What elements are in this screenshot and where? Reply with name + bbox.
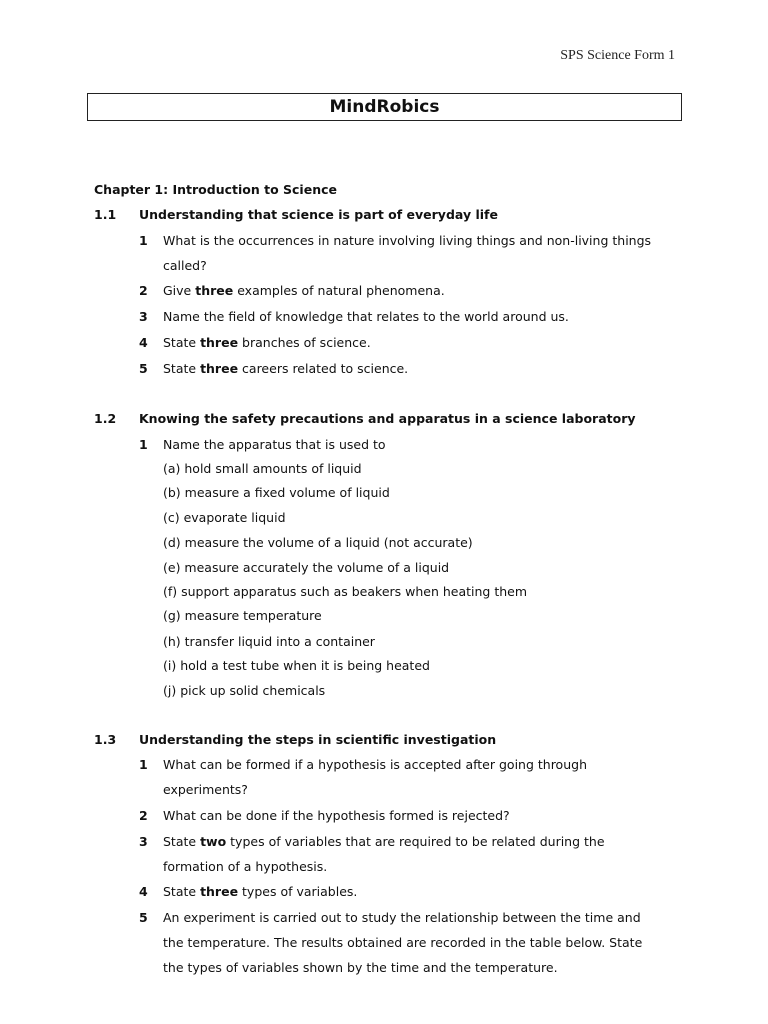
text-part: State [163,361,201,376]
question-text: What is the occurrences in nature involving living things and non-living things [163,233,652,248]
form-label: SPS Science Form 1 [560,48,675,63]
question-text: Name the apparatus that is used to [163,437,386,452]
section-number: 1.1 [94,207,117,222]
chapter-heading: Chapter 1: Introduction to Science [94,182,337,197]
sub-item: (f) support apparatus such as beakers when heating them [163,584,528,599]
question-text [163,335,371,351]
text-part: types of variables. [238,884,358,899]
section-title: Understanding that science is part of everyday life [139,207,498,222]
question-text-cont: formation of a hypothesis. [163,859,328,874]
question-text: What can be formed if a hypothesis is accepted after going through [163,757,587,772]
text-part: Give [163,283,196,298]
question-number: 4 [139,335,148,350]
question-number: 2 [139,283,148,298]
question-text: An experiment is carried out to study the relationship between the time and [163,910,641,925]
question-text [163,361,408,377]
section-number: 1.2 [94,411,117,426]
sub-item: (a) hold small amounts of liquid [163,461,362,476]
question-number: 5 [139,361,148,376]
sub-item: (c) evaporate liquid [163,510,286,525]
question-number: 2 [139,808,148,823]
emphasis: three [195,283,234,298]
sub-item: (d) measure the volume of a liquid (not accurate) [163,535,473,550]
question-text-cont: called? [163,258,207,273]
emphasis: three [200,884,239,899]
question-text [163,884,357,900]
section-number: 1.3 [94,732,117,747]
question-text-cont: experiments? [163,782,248,797]
text-part: types of variables that are required to be related during the [226,834,605,849]
question-number: 1 [139,233,148,248]
emphasis: two [200,834,227,849]
text-part: examples of natural phenomena. [233,283,445,298]
sub-item: (g) measure temperature [163,608,322,623]
sub-item: (j) pick up solid chemicals [163,683,326,698]
question-text-cont: the types of variables shown by the time and the temperature. [163,960,558,975]
question-number: 3 [139,309,148,324]
text-part: careers related to science. [238,361,409,376]
section-title: Understanding the steps in scientific investigation [139,732,497,747]
question-number: 5 [139,910,148,925]
sub-item: (b) measure a fixed volume of liquid [163,485,390,500]
text-part: State [163,834,201,849]
question-number: 1 [139,437,148,452]
sub-item: (e) measure accurately the volume of a liquid [163,560,450,575]
page-title: MindRobics [87,93,682,121]
question-text: Name the field of knowledge that relates to the world around us. [163,309,569,324]
question-text: What can be done if the hypothesis formed is rejected? [163,808,510,823]
question-text [163,834,605,850]
section-title: Knowing the safety precautions and apparatus in a science laboratory [139,411,636,426]
emphasis: three [200,335,239,350]
sub-item: (i) hold a test tube when it is being heated [163,658,430,673]
text-part: State [163,335,201,350]
text-part: State [163,884,201,899]
question-number: 1 [139,757,148,772]
question-text [163,283,445,299]
question-number: 4 [139,884,148,899]
question-text-cont: the temperature. The results obtained are recorded in the table below. State [163,935,643,950]
sub-item: (h) transfer liquid into a container [163,634,375,649]
text-part: branches of science. [238,335,371,350]
emphasis: three [200,361,239,376]
question-number: 3 [139,834,148,849]
